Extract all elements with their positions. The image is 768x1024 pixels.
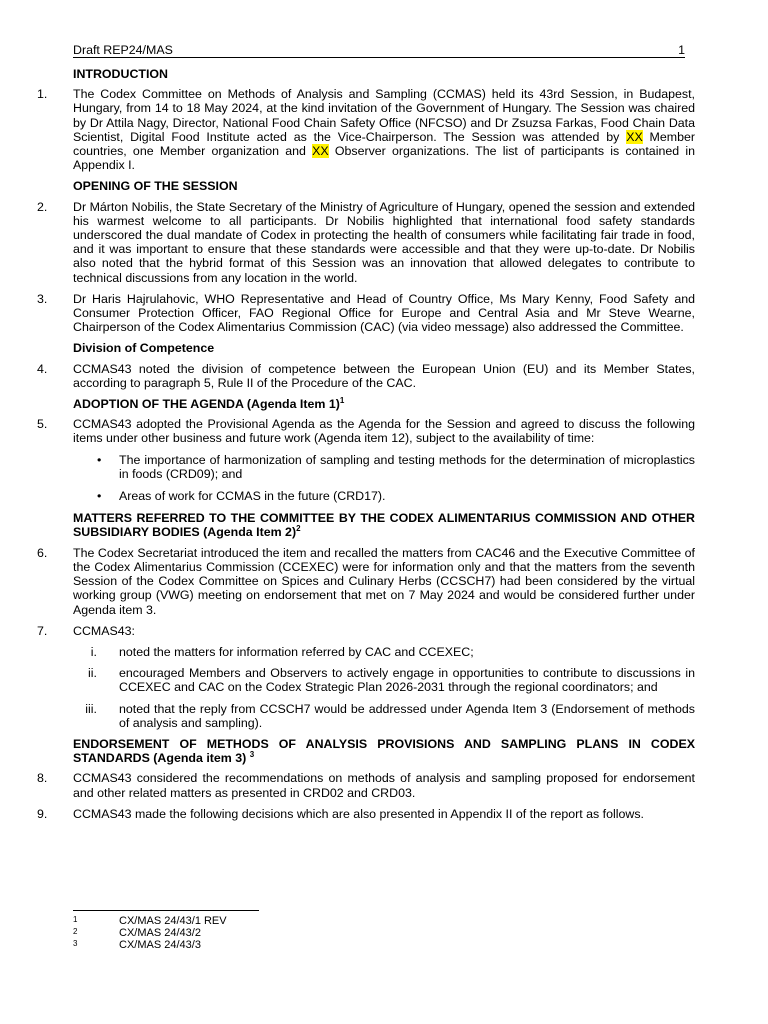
footnote-number: 2 [73, 927, 78, 936]
footnotes [73, 910, 373, 951]
footnote-ref[interactable]: 2 [296, 524, 301, 534]
heading-text: MATTERS REFERRED TO THE COMMITTEE BY THE CODEX ALIMENTARIUS COMMISSION AND OTHER SUBSIDIARY BODIES (Agenda Item 2) [73, 511, 695, 540]
footnote [73, 927, 373, 939]
paragraph-1 [37, 87, 695, 172]
highlighted-placeholder: XX [312, 144, 329, 159]
section-heading-matters [73, 511, 695, 539]
footnote-ref[interactable]: 1 [339, 395, 345, 405]
list-item [73, 489, 695, 503]
list-item [73, 666, 695, 694]
paragraph-text: CCMAS43: [73, 623, 135, 638]
list-item-number: ii. [88, 666, 97, 681]
paragraph-text: Dr Márton Nobilis, the State Secretary of the Ministry of Agriculture of Hungary, opened the session and extended his warmest welcome to all participants. Dr Nobilis highlighted that international food safety standards underscored the dual mandate of Codex in protecting the health of consumers while facilitating fair trade in food, and it was important to ensure that these standards were accessible and that they were up-to-date. Dr Nobilis also noted that the hybrid format of this Session was an innovation that allowed delegates to contribute to technical discussions from any location in the world. [73, 199, 695, 285]
footnote-divider [73, 910, 259, 911]
paragraph-text: CCMAS43 adopted the Provisional Agenda as the Agenda for the Session and agreed to discuss the following items under other business and future work (Agenda item 12), subject to the availability of time: [73, 417, 695, 446]
highlighted-placeholder: XX [626, 129, 643, 144]
page-header [73, 43, 685, 58]
section-heading-endorsement [73, 737, 695, 765]
paragraph-number: 4. [37, 361, 48, 376]
section-heading-division: Division of Competence [73, 341, 215, 356]
paragraph-9 [37, 807, 695, 821]
paragraph-text [73, 87, 695, 172]
list-item-text: noted that the reply from CCSCH7 would be addressed under Agenda Item 3 (Endorsement of methods of analysis and sampling). [119, 701, 695, 730]
paragraph-number: 2. [37, 199, 48, 214]
paragraph-number: 1. [37, 87, 48, 102]
paragraph-text: Dr Haris Hajrulahovic, WHO Representative and Head of Country Office, Ms Mary Kenny, Food Safety and Consumer Protection Officer, FAO Regional Office for Europe and Central Asia and Mr Steve Wearne, Chairperson of the Codex Alimentarius Commission (CAC) (via video message) also addressed the Committee. [73, 291, 695, 335]
section-heading-introduction: INTRODUCTION [73, 67, 168, 81]
footnote-number: 1 [73, 915, 78, 924]
section-heading-adoption [73, 397, 695, 411]
list-item-number: i. [90, 644, 97, 659]
paragraph-text: The Codex Secretariat introduced the item and recalled the matters from CAC46 and the Executive Committee of the Codex Alimentarius Commission (CCEXEC) were for information only and that the matters from the seventh Session of the Codex Committee on Spices and Culinary Herbs (CCSCH7) had been considered by the virtual working group (VWG) meeting on endorsement that met on 7 May 2024 and would be considered further under Agenda item 3. [73, 545, 695, 617]
footnote [73, 939, 373, 951]
bullet-icon: • [97, 489, 102, 504]
list-item-text: The importance of harmonization of sampling and testing methods for the determination of microplastics in foods (CRD09); and [119, 452, 695, 481]
paragraph-text: CCMAS43 made the following decisions which are also presented in Appendix II of the report as follows. [73, 806, 644, 821]
paragraph-text-part: Observer organizations. The list of participants is contained in Appendix I. [73, 144, 695, 173]
paragraph-text: CCMAS43 considered the recommendations on methods of analysis and sampling proposed for endorsement and other related matters as presented in CRD02 and CRD03. [73, 771, 695, 800]
paragraph-4 [37, 362, 695, 390]
paragraph-3 [37, 292, 695, 335]
paragraph-number: 9. [37, 806, 48, 821]
list-item [73, 645, 695, 659]
paragraph-number: 5. [37, 417, 48, 432]
heading-text: ENDORSEMENT OF METHODS OF ANALYSIS PROVISIONS AND SAMPLING PLANS IN CODEX STANDARDS (Agenda item 3) [73, 736, 695, 766]
paragraph-5 [37, 417, 695, 445]
footnote-ref[interactable]: 3 [249, 750, 255, 759]
document-body [37, 67, 695, 828]
page-number: 1 [678, 43, 685, 57]
list-item-text: encouraged Members and Observers to actively engage in opportunities to contribute to discussions in CCEXEC and CAC on the Codex Strategic Plan 2026-2031 through the regional coordinators; and [119, 666, 695, 695]
paragraph-number: 8. [37, 771, 48, 786]
footnote-text: CX/MAS 24/43/2 [119, 927, 201, 939]
heading-text: ADOPTION OF THE AGENDA (Agenda Item 1) [73, 397, 340, 412]
paragraph-8 [37, 771, 695, 799]
footnote-text: CX/MAS 24/43/1 REV [119, 915, 227, 927]
list-item [73, 702, 695, 730]
roman-list [73, 645, 695, 730]
document-reference: Draft REP24/MAS [73, 43, 173, 57]
bullet-list [73, 453, 695, 504]
paragraph-text-part: Member countries, one Member organization and [73, 129, 696, 159]
list-item-number: iii. [85, 701, 97, 716]
list-item [73, 453, 695, 481]
section-heading-opening: OPENING OF THE SESSION [73, 179, 238, 194]
paragraph-number: 7. [37, 623, 48, 638]
paragraph-2 [37, 200, 695, 285]
bullet-icon: • [97, 452, 102, 467]
footnote [73, 915, 373, 927]
paragraph-6 [37, 546, 695, 617]
paragraph-7 [37, 624, 695, 638]
list-item-text: Areas of work for CCMAS in the future (CRD17). [119, 489, 386, 504]
paragraph-number: 3. [37, 291, 48, 306]
footnote-number: 3 [73, 939, 78, 948]
paragraph-text-part: The Codex Committee on Methods of Analysis and Sampling (CCMAS) held its 43rd Session, in Budapest, Hungary, from 14 to 18 May 2024, at the kind invitation of the Government of Hungary. The Session was chaired by Dr Attila Nagy, Director, National Food Chain Safety Office (NFCSO) and Dr Zsuzsa Farkas, Food Chain Data Scientist, Digital Food Institute acted as the Vice-Chairperson. The Session was attended by [73, 87, 695, 144]
footnote-text: CX/MAS 24/43/3 [119, 939, 201, 951]
paragraph-text: CCMAS43 noted the division of competence between the European Union (EU) and its Member States, according to paragraph 5, Rule II of the Procedure of the CAC. [73, 361, 695, 390]
paragraph-number: 6. [37, 545, 48, 560]
list-item-text: noted the matters for information referred by CAC and CCEXEC; [119, 644, 474, 659]
